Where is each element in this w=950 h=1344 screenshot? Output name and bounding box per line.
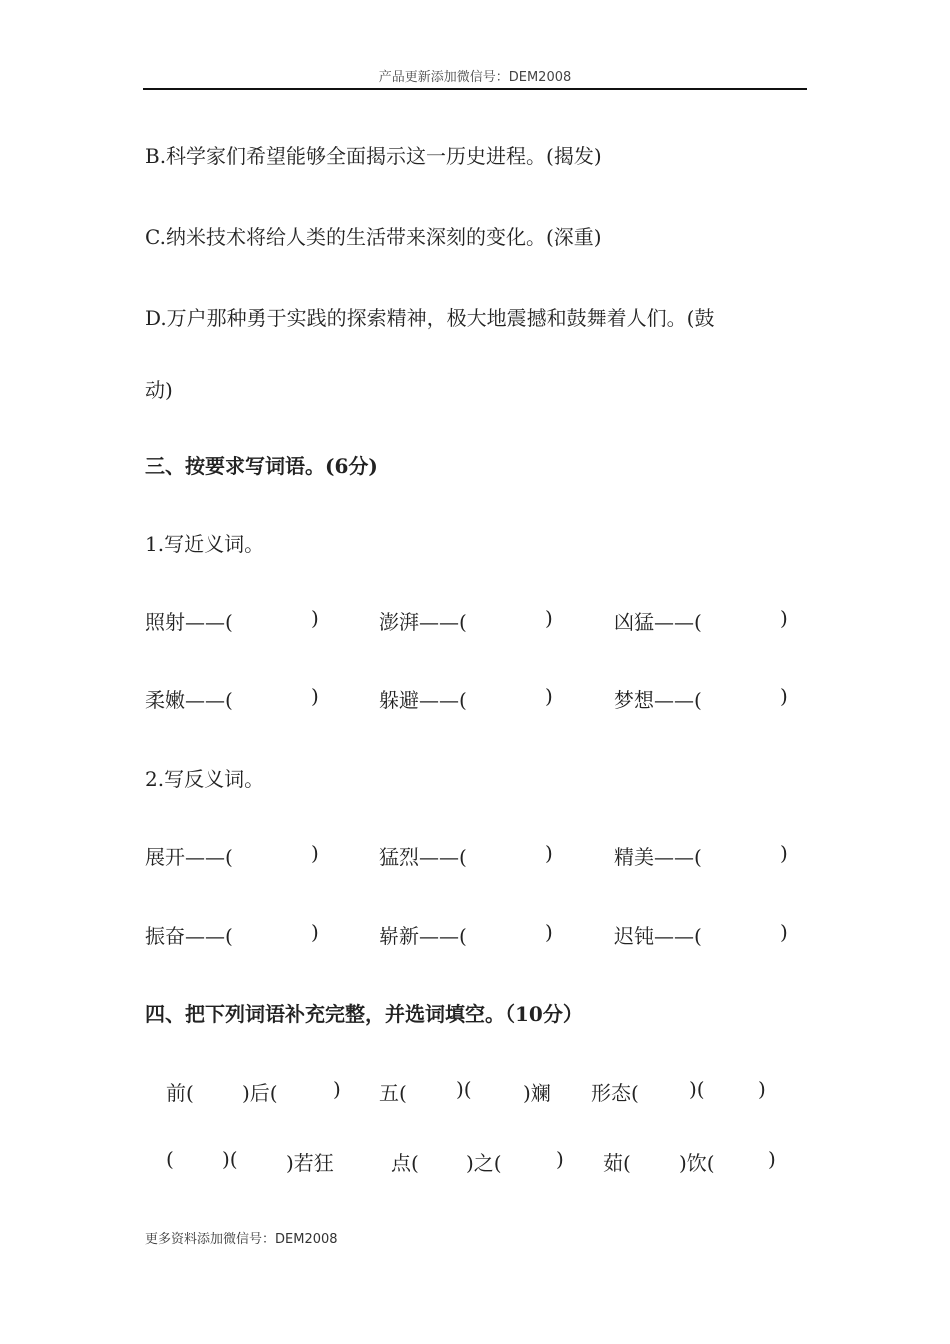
blank-close: ) (545, 841, 553, 865)
idiom-fragment: )( (456, 1077, 472, 1101)
synonym-item: 照射——( (145, 610, 233, 634)
idiom-fragment: )之( (466, 1151, 502, 1175)
blank-close: ) (311, 606, 319, 630)
synonym-item: 躲避——( (379, 688, 467, 712)
blank-close: ) (311, 684, 319, 708)
synonym-item: 梦想——( (614, 688, 702, 712)
option-d-line1: D.万户那种勇于实践的探索精神，极大地震撼和鼓舞着人们。(鼓 (145, 306, 715, 330)
idiom-fragment: ) (333, 1077, 341, 1101)
blank-close: ) (780, 606, 788, 630)
idiom-fragment: )饮( (679, 1151, 715, 1175)
idiom-fragment: 形态( (591, 1081, 639, 1105)
blank-close: ) (780, 920, 788, 944)
page-header: 产品更新添加微信号：DEM2008 (143, 66, 807, 90)
idiom-fragment: ) (768, 1147, 776, 1171)
idiom-fragment: 点( (391, 1151, 419, 1175)
synonym-item: 澎湃——( (379, 610, 467, 634)
idiom-fragment: )( (222, 1147, 238, 1171)
idiom-fragment: )斓 (523, 1081, 551, 1105)
antonym-item: 崭新——( (379, 924, 467, 948)
idiom-fragment: 前( (166, 1081, 194, 1105)
antonym-item: 展开——( (145, 845, 233, 869)
antonym-item: 精美——( (614, 845, 702, 869)
blank-close: ) (545, 684, 553, 708)
idiom-fragment: ) (556, 1147, 564, 1171)
idiom-fragment: ( (166, 1147, 174, 1171)
synonym-item: 柔嫩——( (145, 688, 233, 712)
idiom-fragment: )( (689, 1077, 705, 1101)
section3-title: 三、按要求写词语。(6分) (145, 454, 378, 478)
idiom-fragment: )后( (242, 1081, 278, 1105)
antonym-item: 迟钝——( (614, 924, 702, 948)
blank-close: ) (311, 920, 319, 944)
blank-close: ) (311, 841, 319, 865)
blank-close: ) (780, 841, 788, 865)
idiom-fragment: )若狂 (286, 1151, 334, 1175)
idiom-fragment: 茹( (603, 1151, 631, 1175)
blank-close: ) (545, 606, 553, 630)
idiom-fragment: 五( (379, 1081, 407, 1105)
page-footer: 更多资料添加微信号：DEM2008 (145, 1232, 338, 1247)
section4-title: 四、把下列词语补充完整，并选词填空。（10分） (145, 1002, 583, 1026)
option-b: B.科学家们希望能够全面揭示这一历史进程。(揭发) (145, 144, 602, 168)
synonym-item: 凶猛——( (614, 610, 702, 634)
option-d-line2: 动) (145, 378, 173, 402)
antonym-item: 振奋——( (145, 924, 233, 948)
antonym-item: 猛烈——( (379, 845, 467, 869)
section3-sub2: 2.写反义词。 (145, 767, 265, 791)
section3-sub1: 1.写近义词。 (145, 532, 265, 556)
idiom-fragment: ) (758, 1077, 766, 1101)
blank-close: ) (780, 684, 788, 708)
option-c: C.纳米技术将给人类的生活带来深刻的变化。(深重) (145, 225, 602, 249)
blank-close: ) (545, 920, 553, 944)
